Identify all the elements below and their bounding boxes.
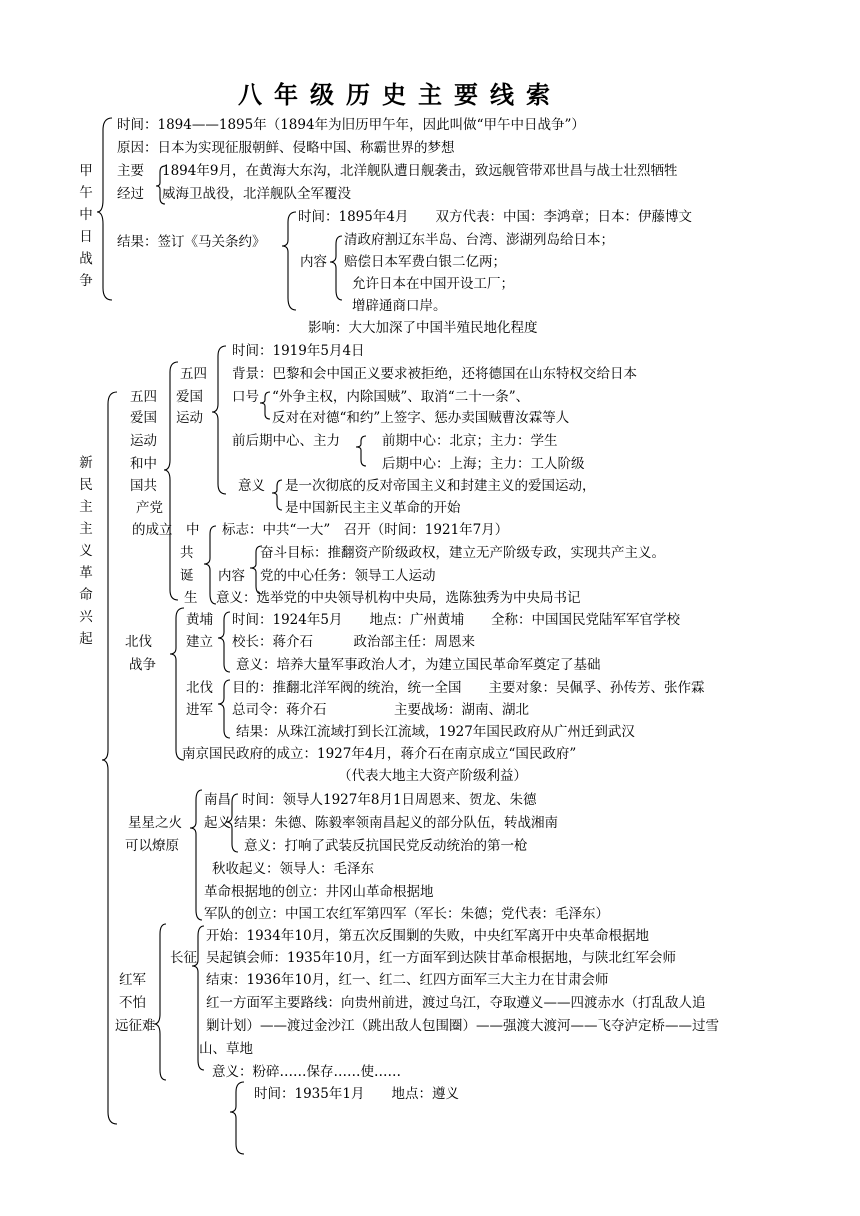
ccp-content-label: 内容 [218,568,245,584]
long-march-route: 红一方面军主要路线：向贵州前进，渡过乌江，夺取遵义——四渡赤水（打乱敌人追 [206,995,706,1011]
ccp-label: 中 [186,522,200,538]
treaty-content-item: 增辟通商口岸。 [352,298,447,314]
zunyi-meeting-time: 时间：1935年1月 地点：遵义 [254,1086,459,1102]
ccp-task: 党的中心任务：领导工人运动 [260,568,436,584]
expedition-label: 北伐 [186,680,213,696]
expedition-result: 结果：从珠江流域打到长江流域，1927年国民政府从广州迁到武汉 [236,724,635,740]
treaty-content-item: 允许日本在中国开设工厂； [352,276,514,292]
nanchang-result: 结果：朱德、陈毅率领南昌起义的部分队伍，转战湘南 [234,815,558,831]
whampoa-label: 黄埔 [186,612,213,628]
expedition-label: 进军 [186,702,213,718]
spark-label: 可以燎原 [125,838,179,854]
long-march-route: 山、草地 [199,1041,253,1057]
whampoa-meaning: 意义：培养大量军事政治人才，为建立国民革命军奠定了基础 [236,657,601,673]
may4-label: 五四 [180,366,207,382]
subsection-label: 和中 [130,456,157,472]
long-march-label: 长征 [170,950,197,966]
long-march-section-label: 红军 [119,972,146,988]
nanjing-government: 南京国民政府的成立：1927年4月，蒋介石在南京成立“国民政府” [182,746,577,762]
ccp-meaning: 意义：选举党的中央领导机构中央局，选陈独秀为中央局书记 [216,590,581,606]
treaty-content-label: 内容 [300,254,327,270]
war-time: 时间：1894——1895年（1894年为旧历甲午年，因此叫做“甲午中日战争”） [117,117,585,133]
late-center: 后期中心：上海；主力：工人阶级 [382,456,585,472]
northern-expedition-label: 北伐 [125,634,152,650]
main-events-label: 经过 [117,186,144,202]
ccp-label: 共 [180,545,194,561]
ccp-goal: 奋斗目标：推翻资产阶级政权，建立无产阶级专政，实现共产主义。 [260,545,665,561]
subsection-label: 国共 [130,478,157,494]
long-march-section-label: 远征难 [115,1018,156,1034]
whampoa-head: 校长：蒋介石 政治部主任：周恩来 [232,634,475,650]
long-march-meaning: 意义：粉碎……保存……使…… [212,1064,401,1080]
whampoa-time: 时间：1924年5月 地点：广州黄埔 全称：中国国民党陆军军官学校 [232,612,680,628]
nanjing-government-note: （代表大地主大资产阶级利益） [338,768,527,784]
ccp-label: 诞 [180,568,194,584]
ccp-mark: 标志：中共“一大” 召开（时间：1921年7月） [222,522,509,538]
wuqi-meeting: 吴起镇会师：1935年10月，红一方面军到达陕甘革命根据地，与陕北红军会师 [206,950,677,966]
spark-label: 星星之火 [128,815,182,831]
long-march-end: 结束：1936年10月，红一、红二、红四方面军三大主力在甘肃会师 [206,972,609,988]
treaty-impact: 影响：大大加深了中国半殖民地化程度 [308,320,538,336]
may4-time: 时间：1919年5月4日 [232,343,365,359]
may4-meaning-label: 意义 [238,478,265,494]
nanchang-label: 南昌 [204,792,231,808]
ccp-label: 生 [184,590,198,606]
northern-expedition-label: 战争 [129,657,156,673]
main-events-label: 主要 [117,163,144,179]
expedition-commander: 总司令：蒋介石 主要战场：湖南、湖北 [232,702,529,718]
treaty-time: 时间：1895年4月 双方代表：中国：李鸿章；日本：伊藤博文 [298,209,692,225]
nanchang-label: 起义 [204,815,231,831]
expedition-goal: 目的：推翻北洋军阀的统治，统一全国 主要对象：吴佩孚、孙传芳、张作霖 [232,680,705,696]
autumn-harvest-uprising: 秋收起义：领导人：毛泽东 [212,861,374,877]
slogan-label: 口号 [232,389,259,405]
result-treaty: 结果：签订《马关条约》 [117,234,266,250]
slogan-text: 反对在对德“和约”上签字、惩办卖国贼曹汝霖等人 [272,410,570,426]
subsection-label: 产党 [136,500,163,516]
may4-meaning: 是一次彻底的反对帝国主义和封建主义的爱国运动， [285,478,596,494]
long-march-route: 剿计划）——渡过金沙江（跳出敌人包围圈）——强渡大渡河——飞夺泸定桥——过雪 [206,1018,719,1034]
long-march-start: 开始：1934年10月，第五次反围剿的失败，中央红军离开中央革命根据地 [206,928,650,944]
subsection-label: 运动 [130,433,157,449]
nanchang-meaning: 意义：打响了武装反抗国民党反动统治的第一枪 [244,838,528,854]
long-march-section-label: 不怕 [119,995,146,1011]
main-event-yellow-sea: 1894年9月，在黄海大东沟，北洋舰队遭日舰袭击，致远舰管带邓世昌与战士壮烈牺牲 [162,163,678,179]
subsection-label: 的成立 [132,522,173,538]
may4-background: 背景：巴黎和会中国正义要求被拒绝，还将德国在山东特权交给日本 [232,366,637,382]
early-center: 前期中心：北京；主力：学生 [382,433,558,449]
may4-label: 爱国 [176,389,203,405]
section-label-new-democratic-revolution: 新民主主义革命兴起 [79,455,93,647]
nanchang-time: 时间：领导人1927年8月1日周恩来、贺龙、朱德 [242,792,537,808]
slogan-text: “外争主权，内除国贼”、取消“二十一条”、 [272,389,530,405]
subsection-label: 五四 [130,389,157,405]
center-force-label: 前后期中心、主力 [232,433,340,449]
whampoa-label: 建立 [186,634,213,650]
may4-meaning: 是中国新民主主义革命的开始 [285,500,461,516]
war-reason: 原因：日本为实现征服朝鲜、侵略中国、称霸世界的梦想 [117,140,455,156]
red-army-founding: 军队的创立：中国工农红军第四军（军长：朱德；党代表：毛泽东） [204,906,609,922]
treaty-content-item: 赔偿日本军费白银二亿两； [344,254,506,270]
treaty-content-item: 清政府割辽东半岛、台湾、澎湖列岛给日本； [344,232,614,248]
page-title: 八年级历史主要线索 [238,81,562,109]
may4-label: 运动 [176,410,203,426]
main-event-weihaiwei: 威海卫战役，北洋舰队全军覆没 [162,186,351,202]
subsection-label: 爱国 [130,410,157,426]
section-label-sino-japanese-war: 甲午中日战争 [79,163,93,289]
revolutionary-base: 革命根据地的创立：井冈山革命根据地 [204,884,434,900]
